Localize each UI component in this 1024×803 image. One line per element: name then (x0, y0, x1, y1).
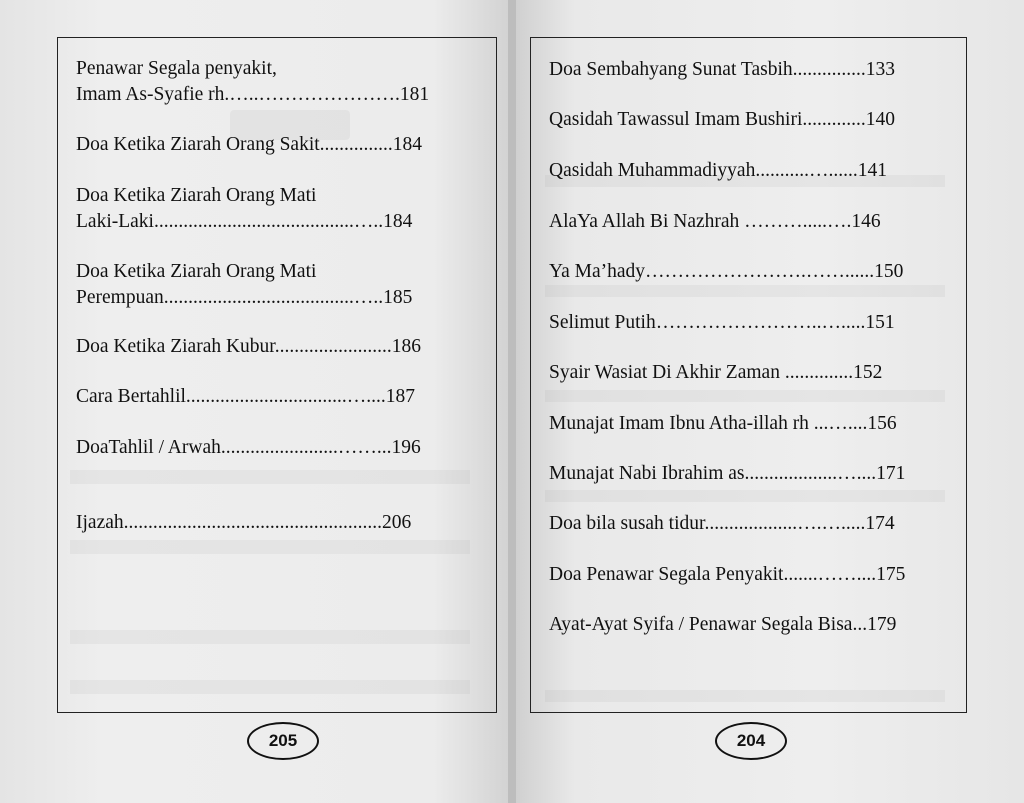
toc-entry-line: Qasidah Tawassul Imam Bushiri.............140 (549, 109, 895, 130)
toc-entry-line: Syair Wasiat Di Akhir Zaman ..............152 (549, 362, 883, 383)
toc-entry (549, 310, 895, 336)
toc-entry (76, 435, 421, 461)
toc-entry-line: AlaYa Allah Bi Nazhrah ……….....….146 (549, 211, 881, 232)
toc-entry (76, 56, 429, 108)
toc-entry (549, 158, 887, 184)
toc-entry-line: Doa Ketika Ziarah Kubur........................186 (76, 336, 421, 357)
page-number-right: 204 (715, 722, 787, 760)
toc-entry (549, 562, 905, 588)
toc-entry-line: Doa Penawar Segala Penyakit.......……....175 (549, 564, 906, 585)
toc-entry-line: Penawar Segala penyakit, (76, 58, 277, 79)
toc-entry (549, 612, 896, 638)
book-gutter (508, 0, 516, 803)
toc-entry (76, 183, 412, 235)
toc-entry-line: Perempuan.......................................…..185 (76, 287, 413, 308)
toc-entry-line: Selimut Putih……………………..….....151 (549, 312, 895, 333)
toc-entry (76, 334, 421, 360)
toc-entry (549, 411, 897, 437)
toc-entry (549, 259, 903, 285)
toc-entry (76, 132, 422, 158)
toc-entry (76, 259, 412, 311)
toc-entry (549, 461, 905, 487)
toc-entry-line: Doa Ketika Ziarah Orang Mati (76, 185, 317, 206)
toc-entry (549, 209, 881, 235)
toc-entry (76, 384, 415, 410)
toc-entry-line: Doa bila susah tidur...................….….....174 (549, 513, 895, 534)
toc-entry-line: Ayat-Ayat Syifa / Penawar Segala Bisa...179 (549, 614, 897, 635)
toc-entry-line: Imam As-Syafie rh.…..………………….181 (76, 84, 430, 105)
toc-entry-line: Doa Ketika Ziarah Orang Mati (76, 261, 317, 282)
toc-entry-line: Laki-Laki.........................................…..184 (76, 211, 413, 232)
toc-entry (549, 511, 895, 537)
toc-entry-line: Munajat Imam Ibnu Atha-illah rh ...…....156 (549, 413, 897, 434)
toc-entry-line: Ijazah.....................................................206 (76, 512, 412, 533)
toc-entry (549, 107, 895, 133)
toc-entry-line: Munajat Nabi Ibrahim as...................…....171 (549, 463, 906, 484)
toc-entry (549, 360, 882, 386)
toc-entry-line: Cara Bertahlil.................................…....187 (76, 386, 416, 407)
toc-entry-line: Qasidah Muhammadiyyah...........…......141 (549, 160, 887, 181)
toc-entry (549, 57, 895, 83)
toc-entry (76, 510, 411, 536)
toc-entry-line: Doa Ketika Ziarah Orang Sakit...............184 (76, 134, 423, 155)
toc-entry-line: DoaTahlil / Arwah........................……...196 (76, 437, 421, 458)
toc-entry-line: Ya Ma’hady…………………….……......150 (549, 261, 904, 282)
page-number-left: 205 (247, 722, 319, 760)
toc-entry-line: Doa Sembahyang Sunat Tasbih...............133 (549, 59, 895, 80)
